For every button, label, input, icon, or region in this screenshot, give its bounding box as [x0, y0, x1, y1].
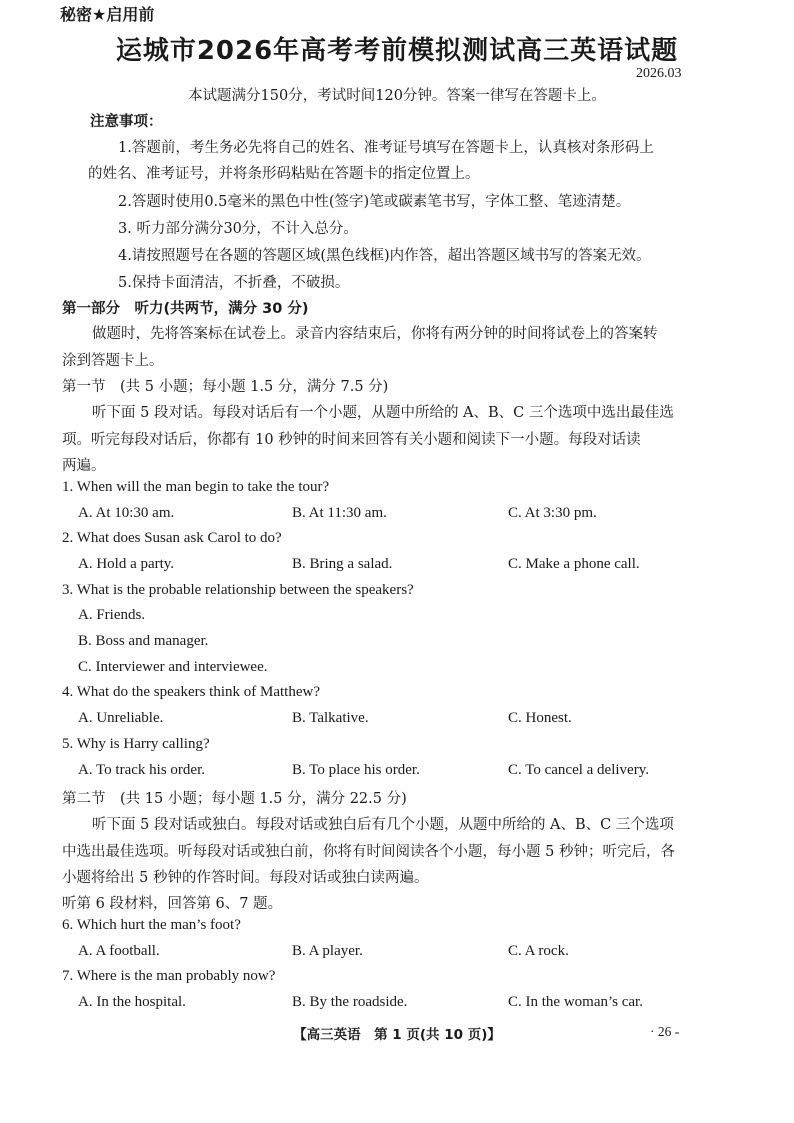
notice-item-5: 5.保持卡面清洁，不折叠，不破损。 — [118, 275, 350, 291]
page-title: 运城市2026年高考考前模拟测试高三英语试题 — [115, 36, 679, 66]
q4-option-c: C. Honest. — [508, 710, 572, 726]
section1-line-2: 项。听完每段对话后，你都有 10 秒钟的时间来回答有关小题和阅读下一小题。每段对话读 — [62, 432, 641, 448]
question-5: 5. Why is Harry calling? — [62, 736, 210, 752]
q7-option-a: A. In the hospital. — [78, 994, 186, 1010]
exam-date: 2026.03 — [636, 66, 682, 81]
question-4: 4. What do the speakers think of Matthew? — [62, 684, 320, 700]
q2-option-b: B. Bring a salad. — [292, 556, 393, 572]
q3-option-b: B. Boss and manager. — [78, 633, 209, 649]
section2-line-3: 小题将给出 5 秒钟的作答时间。每段对话或独白读两遍。 — [62, 870, 429, 886]
notice-heading: 注意事项： — [90, 114, 163, 130]
question-1: 1. When will the man begin to take the tour? — [62, 479, 330, 495]
q4-option-a: A. Unreliable. — [78, 710, 164, 726]
q5-option-a: A. To track his order. — [78, 762, 205, 778]
notice-item-3: 3. 听力部分满分30分，不计入总分。 — [118, 221, 358, 237]
section1-heading: 第一节 (共 5 小题；每小题 1.5 分，满分 7.5 分) — [62, 379, 389, 395]
notice-item-1-line-1: 1.答题前，考生务必先将自己的姓名、准考证号填写在答题卡上，认真核对条形码上 — [118, 140, 654, 156]
question-3: 3. What is the probable relationship between the speakers? — [62, 582, 414, 598]
q5-option-c: C. To cancel a delivery. — [508, 762, 649, 778]
secret-label: 秘密★启用前 — [60, 5, 155, 24]
q3-option-c: C. Interviewer and interviewee. — [78, 659, 268, 675]
section2-line-2: 中选出最佳选项。听每段对话或独白前，你将有时间阅读各个小题，每小题 5 秒钟；听完后，各 — [62, 844, 675, 860]
notice-item-2: 2.答题时使用0.5毫米的黑色中性(签字)笔或碳素笔书写，字体工整、笔迹清楚。 — [118, 194, 631, 210]
q7-option-c: C. In the woman’s car. — [508, 994, 643, 1010]
section2-heading: 第二节 (共 15 小题；每小题 1.5 分，满分 22.5 分) — [62, 791, 407, 807]
part1-heading: 第一部分 听力(共两节，满分 30 分) — [62, 301, 309, 317]
notice-item-4: 4.请按照题号在各题的答题区域(黑色线框)内作答，超出答题区域书写的答案无效。 — [118, 248, 651, 264]
section1-line-3: 两遍。 — [62, 458, 106, 474]
page-code: · 26 - — [650, 1024, 680, 1039]
q7-option-b: B. By the roadside. — [292, 994, 408, 1010]
q3-option-a: A. Friends. — [78, 607, 146, 623]
q6-option-b: B. A player. — [292, 943, 363, 959]
q6-option-a: A. A football. — [78, 943, 160, 959]
section2-line-1: 听下面 5 段对话或独白。每段对话或独白后有几个小题，从题中所给的 A、B、C 三个选项 — [92, 817, 674, 833]
question-6: 6. Which hurt the man’s foot? — [62, 917, 241, 933]
exam-intro: 本试题满分150分，考试时间120分钟。答案一律写在答题卡上。 — [188, 88, 606, 104]
q6-option-c: C. A rock. — [508, 943, 569, 959]
section1-line-1: 听下面 5 段对话。每段对话后有一个小题，从题中所给的 A、B、C 三个选项中选出最佳选 — [92, 405, 674, 421]
q1-option-a: A. At 10:30 am. — [78, 505, 175, 521]
section2-material: 听第 6 段材料，回答第 6、7 题。 — [62, 896, 283, 912]
q2-option-c: C. Make a phone call. — [508, 556, 640, 572]
question-7: 7. Where is the man probably now? — [62, 968, 276, 984]
question-2: 2. What does Susan ask Carol to do? — [62, 530, 282, 546]
page-footer: 【高三英语 第 1 页(共 10 页)】 — [293, 1027, 501, 1043]
q4-option-b: B. Talkative. — [292, 710, 369, 726]
q2-option-a: A. Hold a party. — [78, 556, 175, 572]
part1-intro-line-2: 涂到答题卡上。 — [62, 353, 164, 369]
q1-option-b: B. At 11:30 am. — [292, 505, 387, 521]
q5-option-b: B. To place his order. — [292, 762, 420, 778]
notice-item-1-line-2: 的姓名、准考证号，并将条形码粘贴在答题卡的指定位置上。 — [88, 166, 480, 182]
part1-intro-line-1: 做题时，先将答案标在试卷上。录音内容结束后，你将有两分钟的时间将试卷上的答案转 — [92, 326, 658, 342]
q1-option-c: C. At 3:30 pm. — [508, 505, 597, 521]
